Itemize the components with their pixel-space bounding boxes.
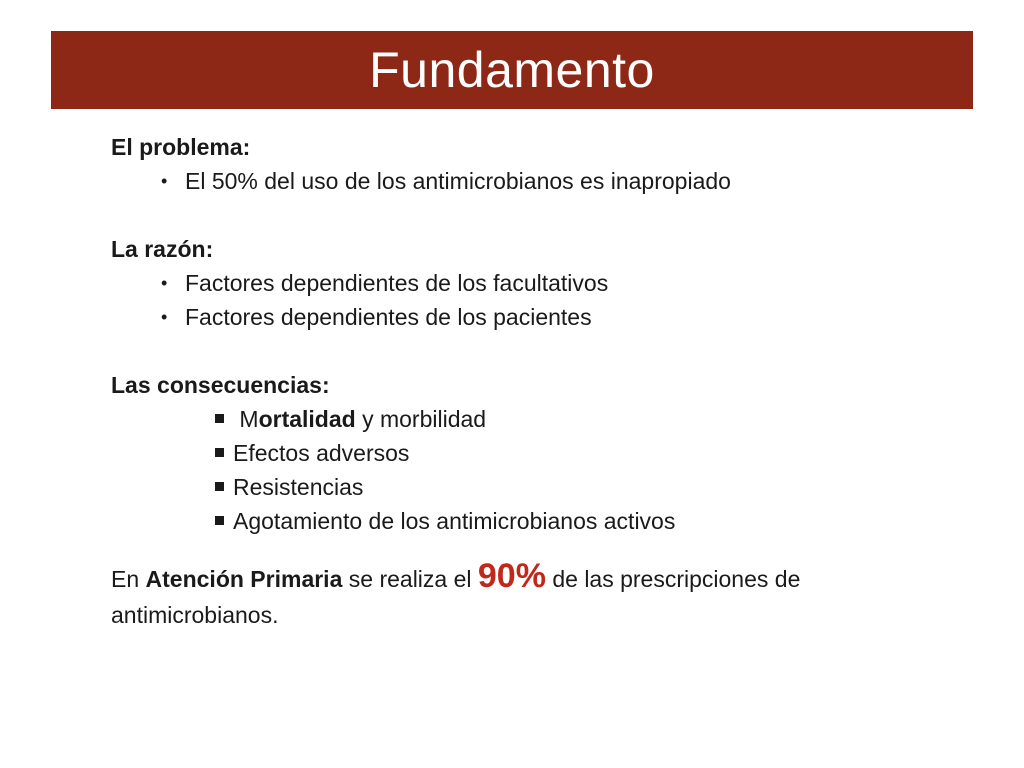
conclusion-text: En Atención Primaria se realiza el 90% de las prescripciones de antimicrobianos. — [111, 557, 801, 628]
bullet-dot-icon: • — [161, 171, 168, 191]
bullet-dot-icon: • — [161, 273, 168, 293]
reason-heading: La razón: — [111, 236, 214, 262]
problem-item: • El 50% del uso de los antimicrobianos es inapropiado — [111, 164, 911, 198]
slide-title: Fundamento — [369, 42, 655, 98]
square-bullet-icon — [215, 414, 224, 423]
title-bar — [51, 31, 973, 109]
problem-heading: El problema: — [111, 134, 251, 160]
reason-item: • Factores dependientes de los facultativos — [111, 266, 911, 300]
consequence-item: Mortalidad y morbilidad — [111, 402, 911, 436]
square-bullet-icon — [215, 516, 224, 525]
square-bullet-icon — [215, 482, 224, 491]
square-bullet-icon — [215, 448, 224, 457]
consequence-item: Agotamiento de los antimicrobianos activos — [111, 504, 911, 538]
consequence-item: Efectos adversos — [111, 436, 911, 470]
consequence-item: Resistencias — [111, 470, 911, 504]
percentage-highlight: 90% — [477, 557, 546, 595]
slide-content — [111, 130, 911, 633]
reason-item: • Factores dependientes de los pacientes — [111, 300, 911, 334]
consequences-heading: Las consecuencias: — [111, 372, 330, 398]
bullet-dot-icon: • — [161, 307, 168, 327]
